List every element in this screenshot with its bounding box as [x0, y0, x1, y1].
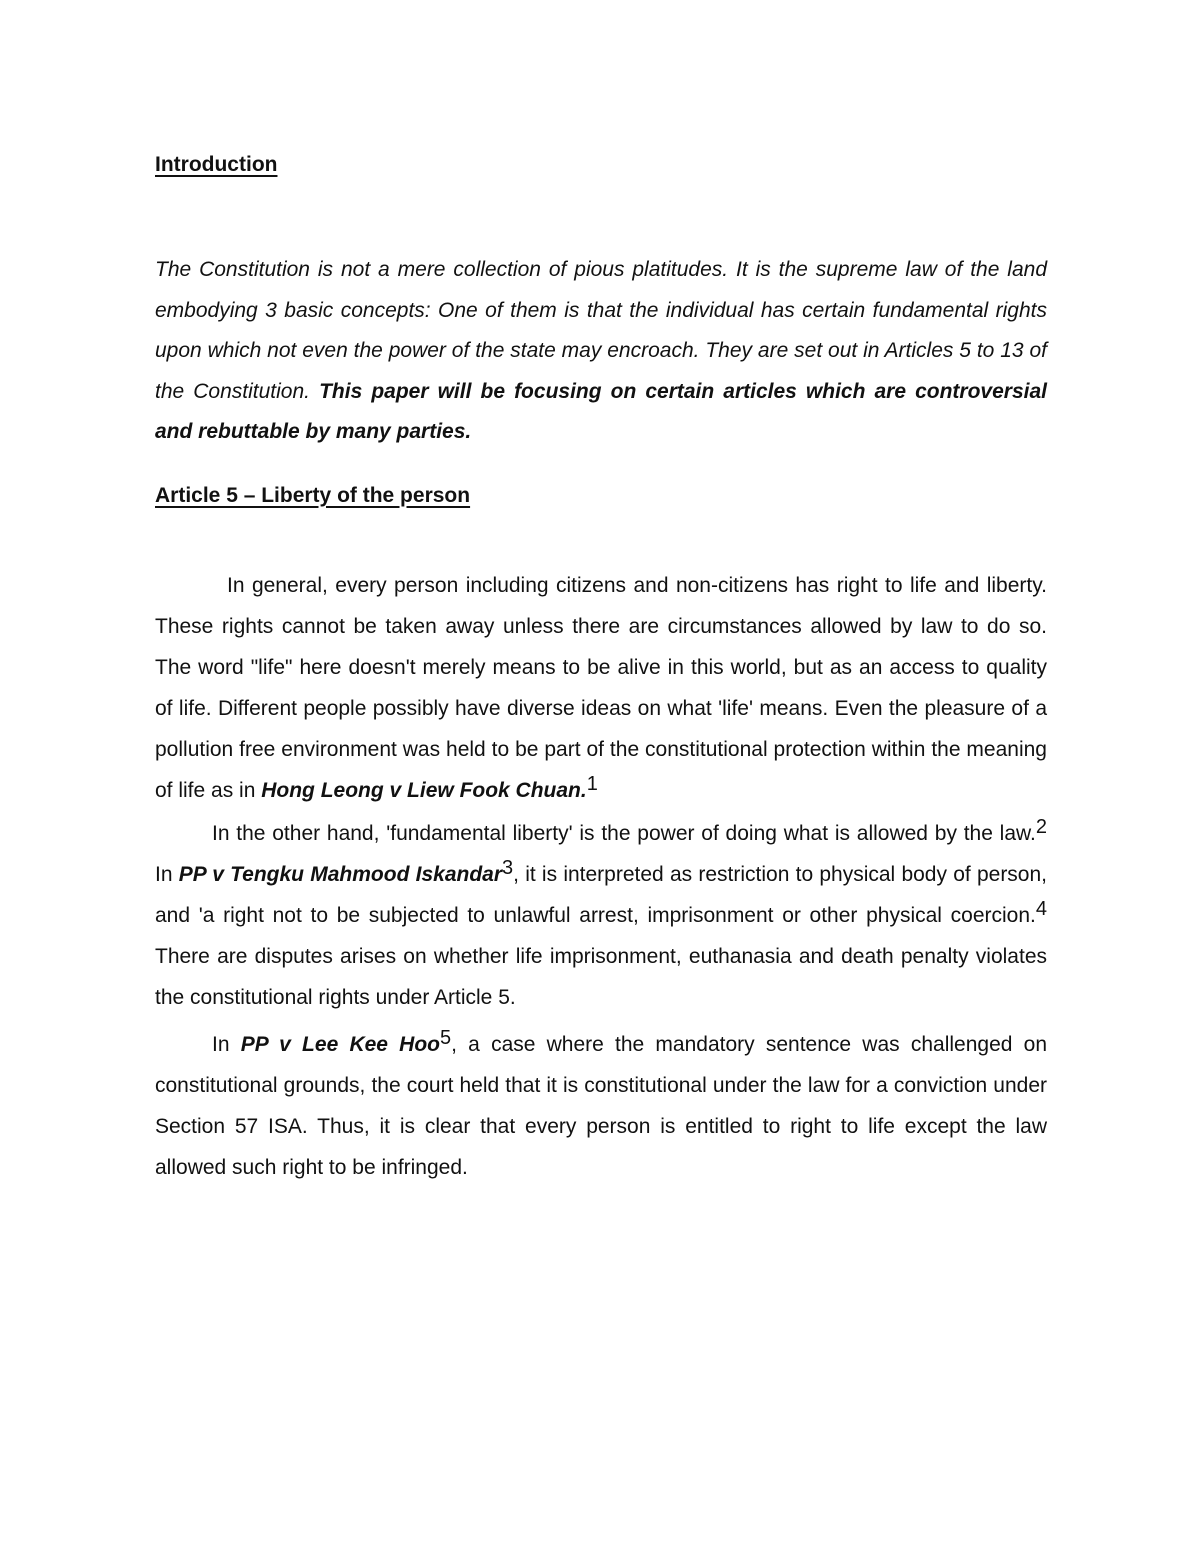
- paragraph-3-text-a: In: [212, 1032, 241, 1056]
- paragraph-2-text-c: , it is interpreted as restriction to physical body of person, and 'a right not to be subjected to unlawful arrest, imprisonment or other physical coercion.: [155, 862, 1048, 927]
- introduction-quote: [155, 250, 1047, 453]
- case-name-hong-leong: Hong Leong v Liew Fook Chuan.: [261, 778, 587, 802]
- introduction-focus-statement: This paper will be focusing on certain articles which are controversial and rebuttable by many parties.: [155, 379, 1047, 443]
- paragraph-3-text-b: , a case where the mandatory sentence was challenged on constitutional grounds, the court held that it is constitutional under the law for a conviction under Section 57 ISA. Thus, it is clear that every person is entitled to right to life except the law allowed such right to be infringed.: [155, 1032, 1047, 1179]
- footnote-ref-4[interactable]: 4: [1035, 897, 1047, 920]
- footnote-ref-3[interactable]: 3: [502, 856, 514, 879]
- footnote-ref-5[interactable]: 5: [440, 1026, 452, 1049]
- paragraph-2-text-d: There are disputes arises on whether life imprisonment, euthanasia and death penalty violates the constitutional rights under Article 5.: [155, 944, 1047, 1009]
- case-name-lee-kee-hoo: PP v Lee Kee Hoo: [240, 1032, 441, 1056]
- footnote-ref-1[interactable]: 1: [586, 772, 598, 795]
- paragraph-2-text-b: In: [155, 862, 179, 886]
- article-5-paragraph-3: [155, 1024, 1047, 1188]
- footnote-ref-2[interactable]: 2: [1035, 815, 1047, 838]
- document-body: [155, 150, 1047, 1188]
- article-5-paragraph-2: [155, 813, 1047, 1018]
- introduction-quote-text: The Constitution is not a mere collection of pious platitudes. It is the supreme law of the land embodying 3 basic concepts: One of them is that the individual has certain fundamental rights upon which not even the power of the state may encroach. They are set out in Articles 5 to 13 of the Constitution.: [155, 258, 1047, 403]
- paragraph-1-text: In general, every person including citizens and non-citizens has right to life and liberty. These rights cannot be taken away unless there are circumstances allowed by law to do so. The word "life" here doesn't merely means to be alive in this world, but as an access to quality of life. Different people possibly have diverse ideas on what 'life' means. Even the pleasure of a pollution free environment was held to be part of the constitutional protection within the meaning of life as in: [155, 573, 1047, 802]
- introduction-heading: Introduction: [155, 153, 278, 176]
- case-name-tengku-mahmood: PP v Tengku Mahmood Iskandar: [178, 862, 503, 886]
- article-5-heading: Article 5 – Liberty of the person: [155, 483, 471, 507]
- article-5-paragraph-1: [155, 565, 1047, 811]
- paragraph-2-text-a: In the other hand, 'fundamental liberty' is the power of doing what is allowed by the law.: [212, 821, 1036, 845]
